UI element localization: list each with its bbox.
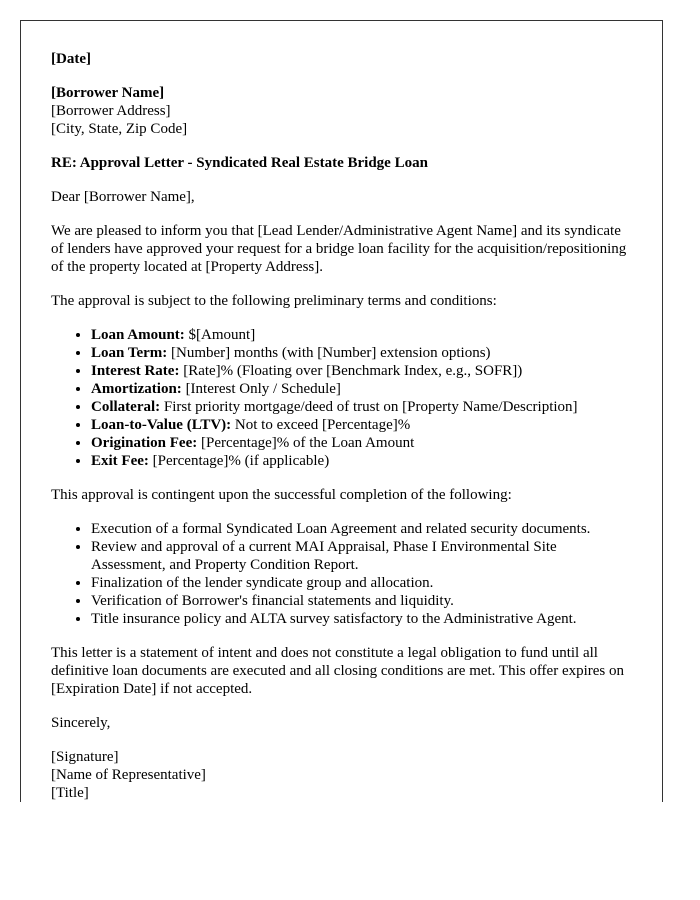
conditions-intro: This approval is contingent upon the successful completion of the following:: [51, 487, 512, 503]
term-value: [Interest Only / Schedule]: [181, 381, 341, 397]
condition-item: • Finalization of the lender syndicate group and allocation.: [91, 574, 632, 592]
term-value: [Rate]% (Floating over [Benchmark Index, e.g., SOFR]): [179, 363, 523, 379]
salutation: Dear [Borrower Name],: [51, 189, 195, 205]
signature: [Signature]: [51, 749, 119, 765]
terms-intro: The approval is subject to the following preliminary terms and conditions:: [51, 293, 497, 309]
subject-line: RE: Approval Letter - Syndicated Real Estate Bridge Loan: [51, 155, 428, 171]
recipient-city: [City, State, Zip Code]: [51, 121, 188, 137]
letter-page: [20, 20, 663, 802]
representative-title: [Title]: [51, 785, 89, 801]
term-label: Origination Fee:: [91, 435, 198, 451]
term-value: [Number] months (with [Number] extension options): [167, 345, 491, 361]
term-label: Loan-to-Value (LTV):: [91, 417, 232, 433]
term-item: [91, 326, 632, 344]
date: [Date]: [51, 51, 91, 67]
recipient-address: [Borrower Address]: [51, 103, 171, 119]
term-item: [91, 398, 632, 416]
term-label: Collateral:: [91, 399, 161, 415]
term-value: First priority mortgage/deed of trust on [Property Name/Description]: [160, 399, 578, 415]
term-label: Loan Amount:: [91, 327, 185, 343]
condition-item: • Title insurance policy and ALTA survey satisfactory to the Administrative Agent.: [91, 610, 632, 628]
term-value: [Percentage]% of the Loan Amount: [197, 435, 415, 451]
intro-paragraph: We are pleased to inform you that [Lead Lender/Administrative Agent Name] and its syndicate of lenders have approved your request for a bridge loan facility for the acquisition/repositioning of the property located at [Property Address].: [51, 223, 627, 275]
term-item: [91, 344, 632, 362]
recipient-name: [Borrower Name]: [51, 85, 165, 101]
disclaimer-paragraph: This letter is a statement of intent and does not constitute a legal obligation to fund until all definitive loan documents are executed and all closing conditions are met. This offer expires on [Expiration Date] if not accepted.: [51, 645, 625, 697]
term-label: Amortization:: [91, 381, 182, 397]
term-label: Interest Rate:: [91, 363, 180, 379]
term-item: [91, 416, 632, 434]
term-item: [91, 380, 632, 398]
condition-item: • Review and approval of a current MAI Appraisal, Phase I Environmental Site Assessment, and Property Condition Report.: [91, 538, 632, 574]
term-value: Not to exceed [Percentage]%: [231, 417, 411, 433]
term-item: [91, 434, 632, 452]
term-value: [Percentage]% (if applicable): [148, 453, 330, 469]
terms-list: [51, 326, 632, 470]
condition-item: • Verification of Borrower's financial statements and liquidity.: [91, 592, 632, 610]
representative-name: [Name of Representative]: [51, 767, 206, 783]
term-item: [91, 452, 632, 470]
signature-block: [51, 748, 632, 802]
term-label: Loan Term:: [91, 345, 168, 361]
term-label: Exit Fee:: [91, 453, 149, 469]
condition-item: • Execution of a formal Syndicated Loan Agreement and related security documents.: [91, 520, 632, 538]
conditions-list: [51, 520, 632, 628]
term-value: $[Amount]: [184, 327, 256, 343]
term-item: [91, 362, 632, 380]
closing: Sincerely,: [51, 715, 111, 731]
recipient-block: [51, 84, 632, 138]
